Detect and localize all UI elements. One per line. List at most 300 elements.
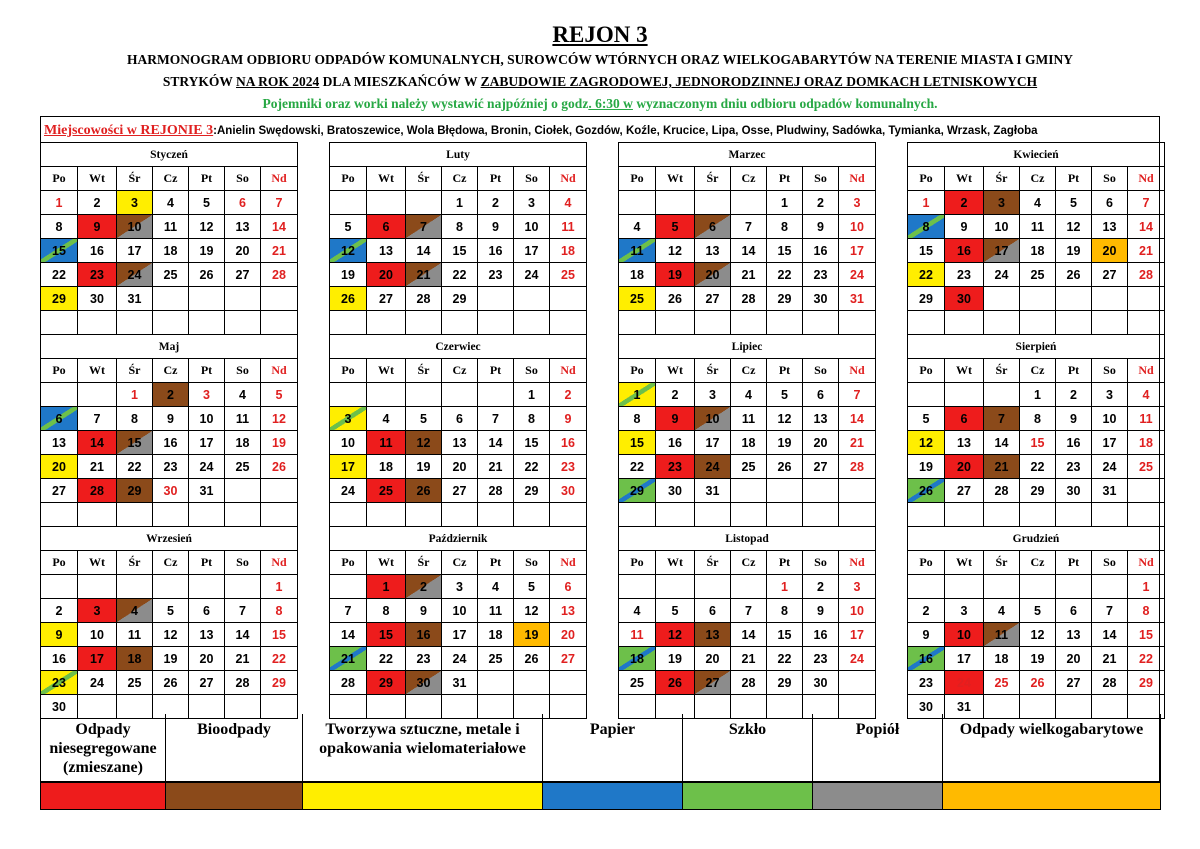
weekday-header: Pt	[1055, 358, 1092, 383]
weekday-header: Nd	[260, 166, 298, 191]
subtitle-part: STRYKÓW	[162, 74, 237, 89]
day-cell: 20	[802, 430, 839, 455]
weekday-header: Śr	[694, 166, 731, 191]
day-cell: 5	[1019, 598, 1056, 623]
day-cell: 14	[405, 238, 442, 263]
day-cell	[77, 574, 117, 599]
day-cell: 27	[944, 478, 984, 503]
day-cell: 20	[944, 454, 984, 479]
day-cell: 29	[618, 478, 656, 503]
day-cell: 23	[152, 454, 189, 479]
day-cell: 29	[116, 478, 153, 503]
day-cell: 6	[944, 406, 984, 431]
day-cell: 17	[116, 238, 153, 263]
day-cell	[477, 670, 514, 695]
day-cell	[77, 382, 117, 407]
legend-label: Popiół	[812, 714, 943, 782]
weekday-header: Nd	[838, 358, 876, 383]
day-cell: 12	[655, 238, 695, 263]
weekday-header: So	[1091, 166, 1128, 191]
day-cell	[477, 286, 514, 311]
day-cell: 5	[655, 598, 695, 623]
day-cell: 17	[1091, 430, 1128, 455]
day-cell: 13	[441, 430, 478, 455]
weekday-header: Nd	[260, 550, 298, 575]
day-cell: 14	[1127, 214, 1165, 239]
day-cell	[188, 286, 225, 311]
day-cell: 1	[441, 190, 478, 215]
weekday-header: Pt	[188, 358, 225, 383]
weekday-header: Wt	[655, 550, 695, 575]
day-cell: 28	[730, 670, 767, 695]
day-cell	[116, 574, 153, 599]
day-cell: 30	[802, 670, 839, 695]
day-cell: 21	[983, 454, 1020, 479]
day-cell: 8	[1019, 406, 1056, 431]
day-cell: 22	[260, 646, 298, 671]
day-cell: 3	[983, 190, 1020, 215]
weekday-header: Po	[329, 550, 367, 575]
weekday-header: Cz	[152, 166, 189, 191]
day-cell	[40, 382, 78, 407]
weekday-header: So	[513, 358, 550, 383]
day-cell: 30	[40, 694, 78, 719]
day-cell: 23	[77, 262, 117, 287]
day-cell: 16	[405, 622, 442, 647]
day-cell: 15	[366, 622, 406, 647]
day-cell: 7	[77, 406, 117, 431]
day-cell: 3	[188, 382, 225, 407]
day-cell: 28	[983, 478, 1020, 503]
day-cell: 18	[983, 646, 1020, 671]
localities	[44, 118, 1038, 142]
day-cell: 21	[730, 646, 767, 671]
day-cell: 19	[907, 454, 945, 479]
day-cell: 31	[188, 478, 225, 503]
day-cell	[405, 310, 442, 335]
day-cell	[838, 502, 876, 527]
day-cell: 4	[152, 190, 189, 215]
day-cell	[405, 382, 442, 407]
day-cell: 25	[1127, 454, 1165, 479]
day-cell: 29	[907, 286, 945, 311]
day-cell: 29	[766, 286, 803, 311]
day-cell: 22	[40, 262, 78, 287]
day-cell: 29	[40, 286, 78, 311]
day-cell: 10	[838, 598, 876, 623]
day-cell: 4	[983, 598, 1020, 623]
weekday-header: Cz	[152, 358, 189, 383]
weekday-header: Pt	[477, 166, 514, 191]
day-cell: 27	[188, 670, 225, 695]
day-cell	[513, 502, 550, 527]
day-cell: 25	[116, 670, 153, 695]
day-cell: 27	[549, 646, 587, 671]
day-cell: 3	[944, 598, 984, 623]
day-cell	[838, 478, 876, 503]
day-cell	[477, 310, 514, 335]
day-cell: 20	[694, 646, 731, 671]
legend-swatch	[682, 782, 813, 810]
day-cell	[329, 574, 367, 599]
weekday-header: Nd	[838, 550, 876, 575]
day-cell: 28	[477, 478, 514, 503]
day-cell: 7	[329, 598, 367, 623]
day-cell: 4	[730, 382, 767, 407]
day-cell	[549, 502, 587, 527]
day-cell: 15	[907, 238, 945, 263]
day-cell: 2	[77, 190, 117, 215]
day-cell: 12	[188, 214, 225, 239]
day-cell: 9	[40, 622, 78, 647]
day-cell: 28	[329, 670, 367, 695]
day-cell	[802, 310, 839, 335]
day-cell: 12	[907, 430, 945, 455]
day-cell: 28	[77, 478, 117, 503]
day-cell: 19	[260, 430, 298, 455]
legend-label: Odpady wielkogabarytowe	[942, 714, 1161, 782]
weekday-header: Po	[329, 166, 367, 191]
weekday-header: Nd	[1127, 358, 1165, 383]
day-cell: 5	[766, 382, 803, 407]
day-cell: 5	[405, 406, 442, 431]
day-cell: 22	[513, 454, 550, 479]
day-cell: 13	[188, 622, 225, 647]
note-time: . 6:30 w	[588, 96, 633, 111]
weekday-header: Pt	[477, 358, 514, 383]
weekday-header: So	[802, 166, 839, 191]
legend-label: Bioodpady	[165, 714, 303, 782]
day-cell: 21	[260, 238, 298, 263]
day-cell: 2	[549, 382, 587, 407]
day-cell: 24	[838, 262, 876, 287]
day-cell: 14	[730, 622, 767, 647]
day-cell: 22	[766, 262, 803, 287]
day-cell: 16	[802, 622, 839, 647]
day-cell: 11	[618, 622, 656, 647]
weekday-header: Wt	[944, 550, 984, 575]
day-cell: 15	[116, 430, 153, 455]
day-cell: 28	[730, 286, 767, 311]
day-cell	[907, 310, 945, 335]
day-cell	[730, 502, 767, 527]
month-name: Styczeń	[40, 142, 298, 167]
day-cell: 10	[441, 598, 478, 623]
day-cell: 29	[1019, 478, 1056, 503]
day-cell: 24	[983, 262, 1020, 287]
day-cell: 22	[116, 454, 153, 479]
day-cell	[152, 574, 189, 599]
legend-label: Tworzywa sztuczne, metale i opakowania wielomateriałowe	[302, 714, 543, 782]
month-name: Listopad	[618, 526, 876, 551]
day-cell: 11	[730, 406, 767, 431]
day-cell: 26	[513, 646, 550, 671]
day-cell: 3	[116, 190, 153, 215]
day-cell: 12	[152, 622, 189, 647]
day-cell	[1091, 310, 1128, 335]
day-cell: 26	[1019, 670, 1056, 695]
day-cell: 6	[802, 382, 839, 407]
day-cell	[655, 190, 695, 215]
day-cell	[694, 310, 731, 335]
legend-swatch	[40, 782, 166, 810]
day-cell: 27	[1055, 670, 1092, 695]
day-cell: 4	[618, 214, 656, 239]
day-cell: 13	[40, 430, 78, 455]
day-cell: 28	[838, 454, 876, 479]
day-cell: 30	[802, 286, 839, 311]
day-cell: 7	[983, 406, 1020, 431]
day-cell: 23	[1055, 454, 1092, 479]
day-cell: 20	[366, 262, 406, 287]
localities-label: Miejscowości w REJONIE 3	[44, 123, 214, 138]
day-cell: 4	[549, 190, 587, 215]
day-cell: 12	[260, 406, 298, 431]
day-cell: 11	[224, 406, 261, 431]
day-cell: 1	[907, 190, 945, 215]
day-cell	[366, 310, 406, 335]
weekday-header: Wt	[366, 358, 406, 383]
day-cell: 29	[441, 286, 478, 311]
day-cell: 20	[224, 238, 261, 263]
day-cell: 12	[1019, 622, 1056, 647]
day-cell: 29	[260, 670, 298, 695]
day-cell	[618, 502, 656, 527]
day-cell	[983, 574, 1020, 599]
day-cell: 14	[260, 214, 298, 239]
day-cell: 9	[1055, 406, 1092, 431]
day-cell: 27	[694, 670, 731, 695]
day-cell: 20	[694, 262, 731, 287]
weekday-header: Po	[618, 358, 656, 383]
legend-swatch	[302, 782, 543, 810]
day-cell: 6	[1091, 190, 1128, 215]
day-cell: 17	[188, 430, 225, 455]
day-cell: 12	[1055, 214, 1092, 239]
day-cell: 24	[694, 454, 731, 479]
day-cell: 2	[944, 190, 984, 215]
day-cell	[983, 310, 1020, 335]
weekday-header: Śr	[405, 550, 442, 575]
day-cell	[513, 670, 550, 695]
day-cell: 20	[1091, 238, 1128, 263]
day-cell: 9	[477, 214, 514, 239]
day-cell: 24	[838, 646, 876, 671]
weekday-header: So	[513, 166, 550, 191]
day-cell: 18	[477, 622, 514, 647]
day-cell: 8	[40, 214, 78, 239]
day-cell: 7	[730, 598, 767, 623]
day-cell: 11	[366, 430, 406, 455]
day-cell: 26	[907, 478, 945, 503]
day-cell: 19	[329, 262, 367, 287]
day-cell: 15	[441, 238, 478, 263]
weekday-header: Cz	[730, 550, 767, 575]
day-cell	[260, 478, 298, 503]
day-cell: 1	[40, 190, 78, 215]
day-cell: 20	[549, 622, 587, 647]
weekday-header: Wt	[655, 166, 695, 191]
day-cell: 3	[329, 406, 367, 431]
day-cell	[1127, 478, 1165, 503]
month-name: Październik	[329, 526, 587, 551]
day-cell: 17	[77, 646, 117, 671]
month-name: Luty	[329, 142, 587, 167]
day-cell: 19	[655, 262, 695, 287]
day-cell: 30	[907, 694, 945, 719]
day-cell	[1091, 286, 1128, 311]
day-cell: 2	[802, 190, 839, 215]
day-cell	[329, 502, 367, 527]
day-cell: 4	[618, 598, 656, 623]
day-cell	[329, 190, 367, 215]
day-cell	[766, 310, 803, 335]
day-cell: 2	[655, 382, 695, 407]
day-cell	[802, 478, 839, 503]
day-cell: 30	[549, 478, 587, 503]
month-name: Lipiec	[618, 334, 876, 359]
day-cell	[116, 310, 153, 335]
day-cell: 27	[802, 454, 839, 479]
day-cell: 1	[1127, 574, 1165, 599]
weekday-header: Cz	[730, 166, 767, 191]
day-cell: 23	[549, 454, 587, 479]
day-cell: 13	[549, 598, 587, 623]
day-cell: 2	[477, 190, 514, 215]
day-cell	[188, 310, 225, 335]
day-cell	[40, 574, 78, 599]
weekday-header: Śr	[983, 550, 1020, 575]
day-cell: 24	[944, 670, 984, 695]
day-cell	[730, 478, 767, 503]
month-name: Wrzesień	[40, 526, 298, 551]
day-cell	[694, 190, 731, 215]
day-cell	[366, 190, 406, 215]
day-cell: 6	[188, 598, 225, 623]
day-cell: 10	[188, 406, 225, 431]
day-cell: 21	[1091, 646, 1128, 671]
day-cell: 25	[618, 670, 656, 695]
day-cell	[405, 190, 442, 215]
day-cell	[983, 502, 1020, 527]
day-cell: 20	[188, 646, 225, 671]
weekday-header: Pt	[766, 166, 803, 191]
day-cell: 24	[441, 646, 478, 671]
day-cell: 29	[766, 670, 803, 695]
weekday-header: Wt	[366, 166, 406, 191]
day-cell: 16	[152, 430, 189, 455]
day-cell: 4	[1019, 190, 1056, 215]
day-cell: 10	[329, 430, 367, 455]
day-cell: 17	[329, 454, 367, 479]
day-cell: 22	[1127, 646, 1165, 671]
day-cell: 30	[405, 670, 442, 695]
day-cell	[655, 574, 695, 599]
day-cell	[1127, 286, 1165, 311]
day-cell: 8	[116, 406, 153, 431]
legend-label: Odpady niesegregowane (zmieszane)	[40, 714, 166, 782]
day-cell	[944, 502, 984, 527]
day-cell: 13	[224, 214, 261, 239]
day-cell	[766, 478, 803, 503]
day-cell: 19	[152, 646, 189, 671]
month-name: Marzec	[618, 142, 876, 167]
day-cell	[694, 574, 731, 599]
day-cell: 26	[260, 454, 298, 479]
weekday-header: Cz	[152, 550, 189, 575]
day-cell: 18	[366, 454, 406, 479]
day-cell: 10	[1091, 406, 1128, 431]
weekday-header: Śr	[116, 166, 153, 191]
weekday-header: Nd	[549, 166, 587, 191]
day-cell: 8	[766, 598, 803, 623]
day-cell	[224, 478, 261, 503]
day-cell: 7	[1127, 190, 1165, 215]
day-cell	[944, 310, 984, 335]
weekday-header: Nd	[838, 166, 876, 191]
legend-swatch	[812, 782, 943, 810]
day-cell: 17	[944, 646, 984, 671]
day-cell: 25	[983, 670, 1020, 695]
day-cell	[1091, 502, 1128, 527]
day-cell: 13	[366, 238, 406, 263]
day-cell: 2	[152, 382, 189, 407]
day-cell: 17	[441, 622, 478, 647]
day-cell: 11	[549, 214, 587, 239]
day-cell	[441, 382, 478, 407]
weekday-header: Wt	[655, 358, 695, 383]
day-cell: 20	[441, 454, 478, 479]
day-cell: 7	[1091, 598, 1128, 623]
day-cell: 11	[1127, 406, 1165, 431]
day-cell: 30	[77, 286, 117, 311]
weekday-header: Wt	[944, 358, 984, 383]
weekday-header: Śr	[694, 550, 731, 575]
day-cell: 5	[188, 190, 225, 215]
day-cell: 12	[329, 238, 367, 263]
day-cell	[152, 286, 189, 311]
day-cell: 28	[1091, 670, 1128, 695]
day-cell: 31	[944, 694, 984, 719]
weekday-header: Wt	[77, 550, 117, 575]
weekday-header: Po	[907, 358, 945, 383]
day-cell: 21	[477, 454, 514, 479]
day-cell: 27	[40, 478, 78, 503]
day-cell: 13	[802, 406, 839, 431]
day-cell: 18	[730, 430, 767, 455]
day-cell: 26	[152, 670, 189, 695]
day-cell: 24	[77, 670, 117, 695]
day-cell: 28	[1127, 262, 1165, 287]
day-cell	[40, 502, 78, 527]
day-cell: 20	[1055, 646, 1092, 671]
day-cell: 5	[260, 382, 298, 407]
day-cell	[329, 310, 367, 335]
day-cell: 6	[694, 598, 731, 623]
day-cell: 11	[618, 238, 656, 263]
day-cell: 29	[366, 670, 406, 695]
day-cell: 17	[838, 238, 876, 263]
weekday-header: Pt	[766, 358, 803, 383]
day-cell: 1	[766, 574, 803, 599]
day-cell: 18	[1019, 238, 1056, 263]
subtitle-line-1: HARMONOGRAM ODBIORU ODPADÓW KOMUNALNYCH, SUROWCÓW WTÓRNYCH ORAZ WIELKOGABARYTÓW NA TERENIE MIASTA I GMINY	[127, 52, 1073, 67]
weekday-header: Po	[618, 166, 656, 191]
day-cell: 2	[907, 598, 945, 623]
day-cell: 4	[366, 406, 406, 431]
day-cell: 19	[405, 454, 442, 479]
day-cell	[224, 310, 261, 335]
